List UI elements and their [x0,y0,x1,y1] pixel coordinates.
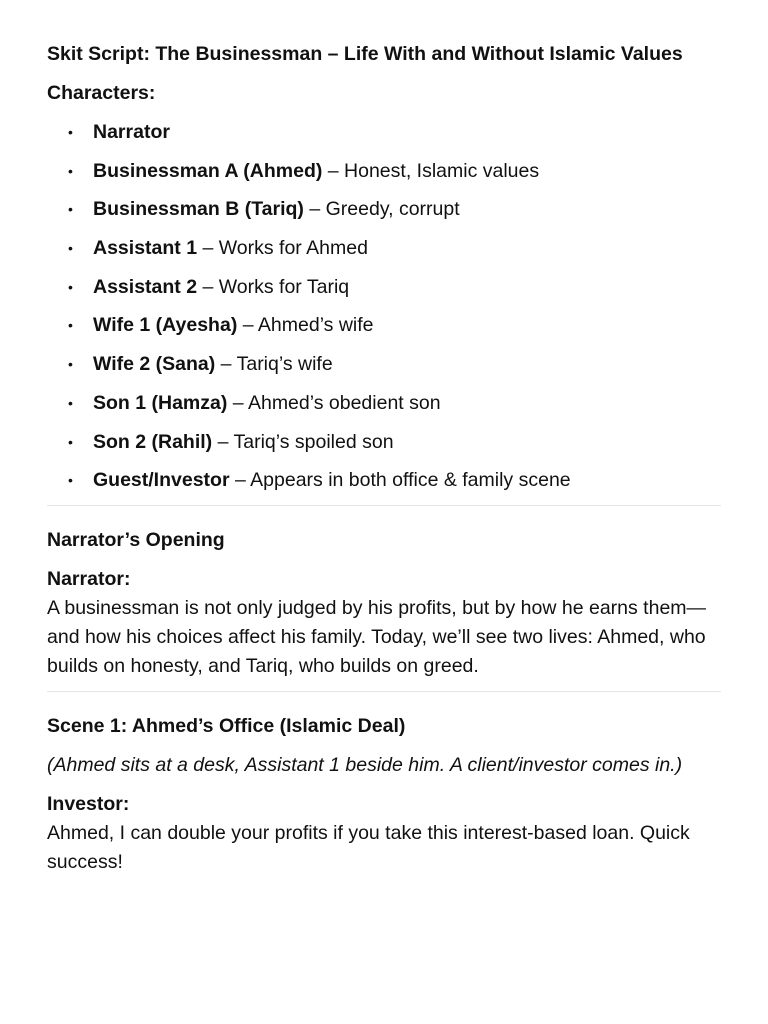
dialogue-text: Ahmed, I can double your profits if you take this interest-based loan. Quick success! [47,821,690,873]
list-item [47,428,721,457]
bullet-icon: • [68,278,73,295]
character-desc: – Greedy, corrupt [303,198,460,221]
character-name: Assistant 1 [93,237,198,260]
document-title: Skit Script: The Businessman – Life With and Without Islamic Values [47,43,683,65]
section-heading: Scene 1: Ahmed’s Office (Islamic Deal) [47,714,406,737]
bullet-icon: • [68,201,73,218]
list-item [47,350,721,379]
bullet-icon: • [68,394,73,411]
narrator-opening-section [47,506,721,681]
bullet-icon: • [68,356,73,373]
character-desc: – Honest, Islamic values [322,159,540,182]
document-body [47,40,721,887]
bullet-icon: • [68,472,73,489]
bullet-icon: • [68,162,73,179]
character-desc: – Ahmed’s wife [237,314,374,337]
list-item [47,389,721,418]
dialogue-text: A businessman is not only judged by his profits, but by how he earns them—and how his choices affect his family. Today, we’ll see two lives: Ahmed, who builds on honesty, and Tariq, who builds on greed. [47,596,707,677]
section-heading: Narrator’s Opening [47,528,225,551]
list-item [47,466,721,495]
character-desc: – Appears in both office & family scene [229,469,571,492]
list-item [47,118,721,147]
bullet-icon: • [68,433,73,450]
list-item [47,234,721,263]
stage-direction: (Ahmed sits at a desk, Assistant 1 beside him. A client/investor comes in.) [47,753,683,776]
character-desc: – Ahmed’s obedient son [227,391,441,414]
list-item [47,195,721,224]
list-item [47,273,721,302]
character-name: Guest/Investor [93,469,230,492]
speaker-label: Narrator: [47,567,131,590]
character-name: Businessman A (Ahmed) [93,159,323,182]
character-desc: – Tariq’s spoiled son [212,430,394,453]
character-name: Assistant 2 [93,275,198,298]
character-name: Narrator [93,121,170,143]
list-item [47,311,721,340]
character-desc: – Works for Tariq [197,275,350,298]
character-name: Businessman B (Tariq) [93,198,304,221]
bullet-icon: • [68,317,73,334]
scene-1-section [47,692,721,877]
speaker-label: Investor: [47,792,130,815]
character-name: Wife 2 (Sana) [93,353,216,376]
bullet-icon: • [68,240,73,257]
characters-list [47,118,721,495]
character-name: Wife 1 (Ayesha) [93,314,238,337]
character-desc: – Works for Ahmed [197,237,368,260]
bullet-icon: • [68,124,73,140]
character-desc: – Tariq’s wife [215,353,333,376]
character-name: Son 1 (Hamza) [93,391,228,414]
characters-heading: Characters: [47,82,156,104]
list-item [47,157,721,186]
character-name: Son 2 (Rahil) [93,430,213,453]
